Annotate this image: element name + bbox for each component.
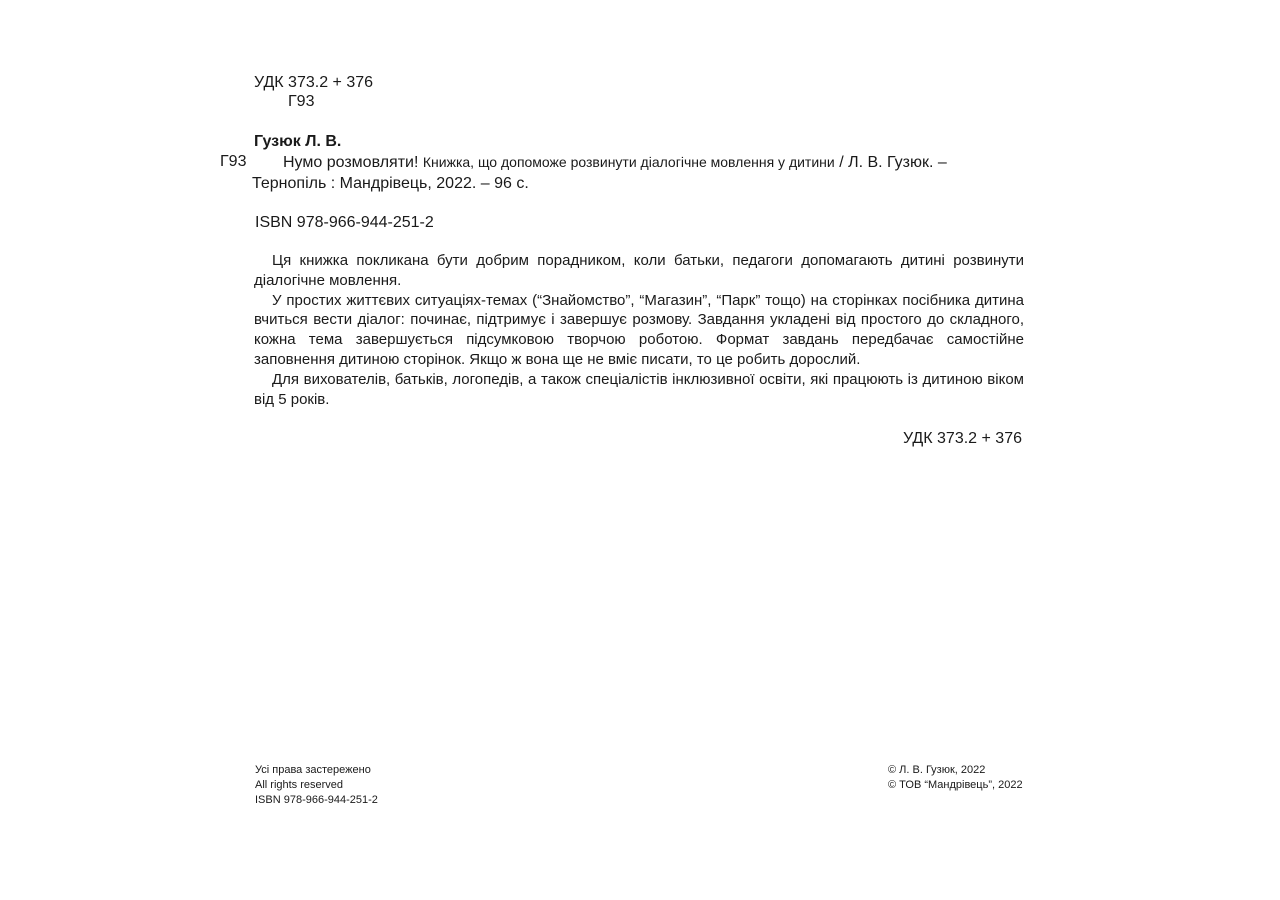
author-name: Гузюк Л. В.	[254, 133, 342, 150]
biblio-title-line	[283, 152, 947, 173]
book-subtitle: Книжка, що допоможе розвинути діалогічне мовлення у дитини	[422, 154, 835, 170]
copyright-publisher: © ТОВ “Мандрівець”, 2022	[888, 779, 1023, 791]
abstract-paragraph: Ця книжка покликана бути добрим порадником, коли батьки, педагоги допомагають дитині розвинути діалогічне мовлення.	[254, 252, 1024, 289]
book-title: Нумо розмовляти!	[283, 154, 419, 171]
book-imprint: Тернопіль : Мандрівець, 2022. – 96 с.	[252, 175, 529, 192]
udk-bottom: УДК 373.2 + 376	[902, 430, 1022, 447]
book-responsibility: / Л. В. Гузюк. –	[839, 154, 947, 171]
abstract-paragraph: У простих життєвих ситуаціях-темах (“Знайомство”, “Магазин”, “Парк” тощо) на сторінках посібника дитина вчиться вести діалог: починає, підтримує і завершує розмову. Завдання укладені від простого до складного, кожна тема завершується підсумковою творчою роботою. Формат завдань передбачає самостійне заповнення дитиною сторінок. Якщо ж вона ще не вміє писати, то це робить дорослий.	[254, 291, 1024, 368]
footer-rights	[255, 763, 378, 808]
footer-isbn: ISBN 978-966-944-251-2	[255, 794, 378, 806]
copyright-author: © Л. В. Гузюк, 2022	[888, 764, 986, 776]
rights-ua: Усі права застережено	[255, 764, 371, 776]
author-code: Г93	[288, 93, 315, 110]
margin-code: Г93	[220, 153, 247, 170]
udk-top: УДК 373.2 + 376	[254, 74, 374, 91]
abstract-paragraph: Для вихователів, батьків, логопедів, а також спеціалістів інклюзивної освіти, які працюють із дитиною віком від 5 років.	[254, 370, 1024, 408]
abstract	[254, 251, 1024, 409]
isbn-main: ISBN 978-966-944-251-2	[255, 214, 434, 231]
rights-en: All rights reserved	[255, 779, 344, 791]
footer-copyright	[888, 763, 1023, 793]
